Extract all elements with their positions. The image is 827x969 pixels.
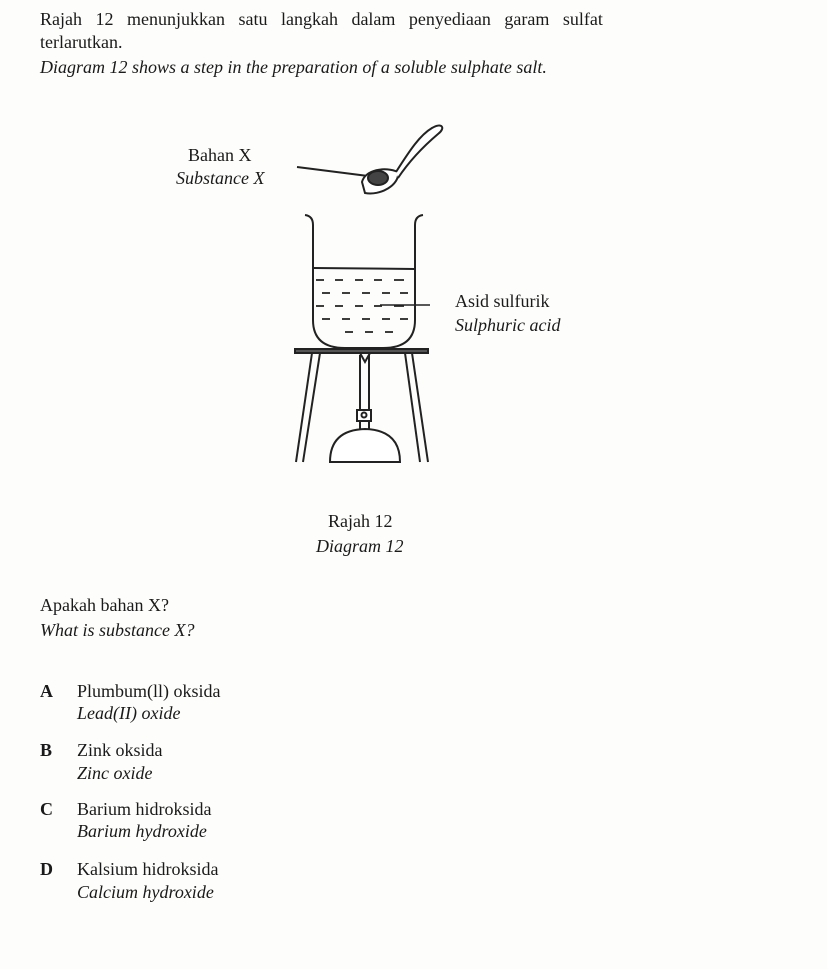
option-letter: A	[40, 681, 53, 701]
intro-english: Diagram 12 shows a step in the preparation of a soluble sulphate salt.	[40, 57, 547, 77]
option-malay: Barium hidroksida	[77, 799, 212, 819]
option-malay: Kalsium hidroksida	[77, 859, 219, 879]
beaker-icon	[305, 215, 430, 348]
option-letter: D	[40, 859, 53, 879]
liquid-dashes	[316, 280, 408, 332]
intro-malay-line2: terlarutkan.	[40, 32, 123, 52]
caption-malay: Rajah 12	[328, 511, 393, 531]
label-substance-malay: Bahan X	[188, 145, 252, 165]
question-english: What is substance X?	[40, 620, 195, 640]
option-english: Zinc oxide	[77, 763, 153, 783]
label-acid-malay: Asid sulfurik	[455, 291, 550, 311]
option-malay: Zink oksida	[77, 740, 163, 760]
question-malay: Apakah bahan X?	[40, 595, 169, 615]
bunsen-burner-icon	[330, 353, 400, 462]
option-malay: Plumbum(ll) oksida	[77, 681, 221, 701]
option-english: Lead(II) oxide	[77, 703, 181, 723]
option-letter: C	[40, 799, 53, 819]
option-letter: B	[40, 740, 53, 760]
label-substance-english: Substance X	[176, 168, 265, 188]
caption-english: Diagram 12	[316, 536, 404, 556]
intro-malay-line1: Rajah 12 menunjukkan satu langkah dalam penyediaan garam sulfat	[40, 9, 603, 29]
option-english: Calcium hydroxide	[77, 882, 214, 902]
label-acid-english: Sulphuric acid	[455, 315, 561, 335]
option-english: Barium hydroxide	[77, 821, 207, 841]
spatula-icon	[297, 126, 442, 194]
